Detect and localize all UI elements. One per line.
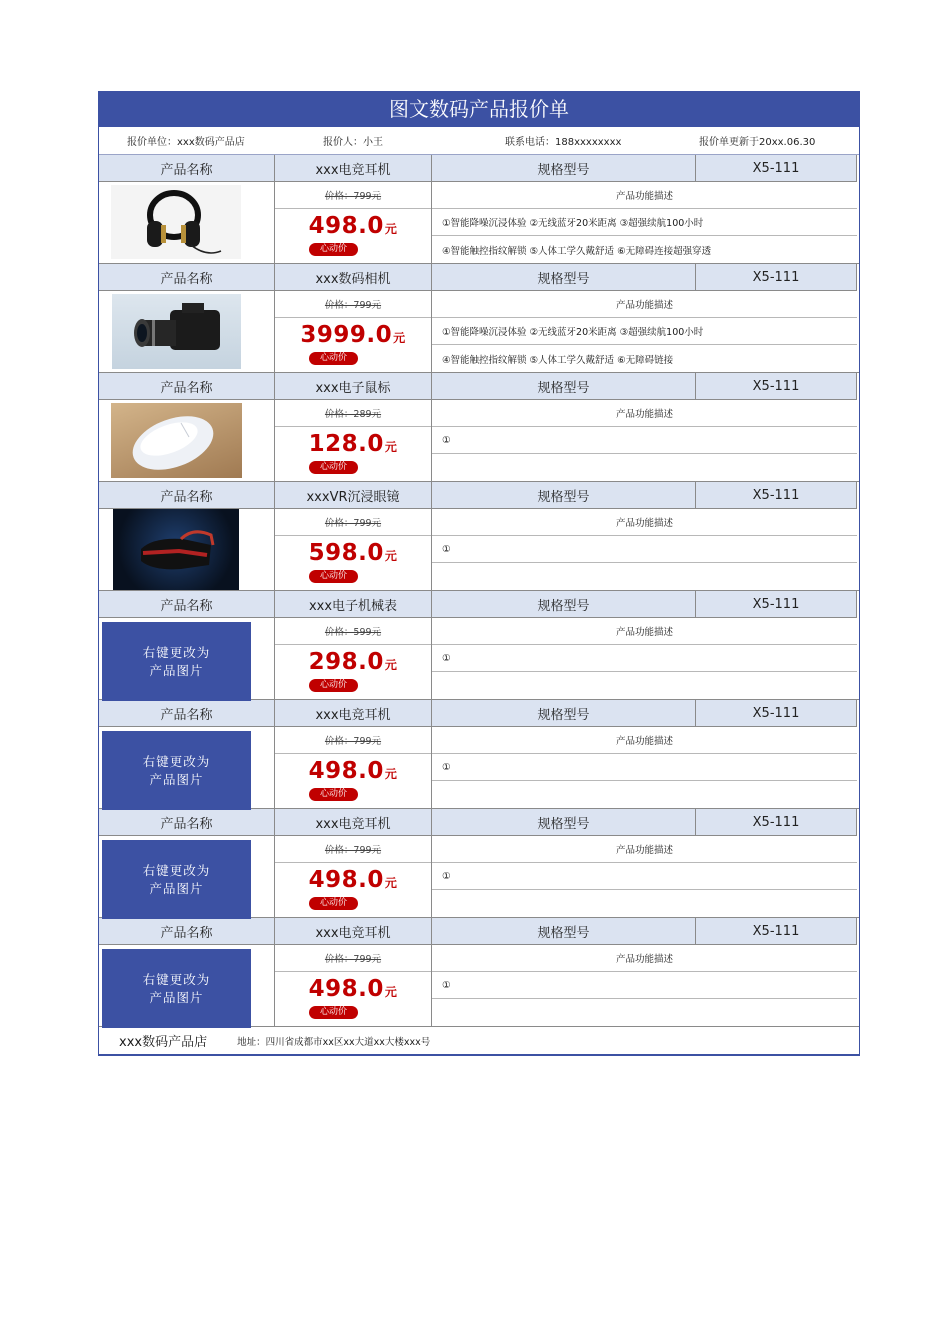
product-model: X5-111 — [696, 264, 857, 291]
desc-line-2 — [432, 999, 857, 1026]
quote-sheet — [98, 91, 860, 1056]
desc-label: 产品功能描述 — [432, 945, 857, 972]
desc-label: 产品功能描述 — [432, 618, 857, 645]
desc-label: 产品功能描述 — [432, 509, 857, 536]
original-price: 价格：599元 — [275, 618, 431, 645]
price-unit: 元 — [384, 440, 398, 454]
original-price: 价格：799元 — [275, 509, 431, 536]
original-price: 价格：289元 — [275, 400, 431, 427]
product-name: xxx电竞耳机 — [275, 918, 432, 945]
footer — [99, 1027, 859, 1054]
placeholder-line-2: 产品图片 — [149, 771, 204, 787]
promo-badge: 心动价 — [309, 243, 358, 256]
promo-badge: 心动价 — [309, 461, 358, 474]
sale-price-value: 498.0 — [308, 758, 384, 784]
product-image-cell[interactable] — [99, 836, 275, 917]
promo-badge: 心动价 — [309, 570, 358, 583]
desc-label: 产品功能描述 — [432, 727, 857, 754]
promo-badge: 心动价 — [309, 788, 358, 801]
original-price: 价格：799元 — [275, 945, 431, 972]
name-label: 产品名称 — [99, 918, 275, 945]
sale-price-value: 498.0 — [308, 976, 384, 1002]
promo-badge: 心动价 — [309, 1006, 358, 1019]
name-label: 产品名称 — [99, 809, 275, 836]
sale-price-value: 3999.0 — [300, 322, 393, 348]
desc-line-2 — [432, 563, 857, 590]
price-unit: 元 — [384, 767, 398, 781]
model-label: 规格型号 — [432, 264, 696, 291]
desc-line-1: ① — [432, 754, 857, 781]
name-label: 产品名称 — [99, 155, 275, 182]
placeholder-line-2: 产品图片 — [149, 662, 204, 678]
model-label: 规格型号 — [432, 591, 696, 618]
product-name: xxx电竞耳机 — [275, 809, 432, 836]
product-model: X5-111 — [696, 918, 857, 945]
desc-line-1: ① — [432, 645, 857, 672]
sale-price — [275, 867, 431, 893]
original-price: 价格：799元 — [275, 836, 431, 863]
desc-label: 产品功能描述 — [432, 182, 857, 209]
price-unit: 元 — [384, 876, 398, 890]
placeholder-line-1: 右键更改为 — [142, 644, 211, 660]
model-label: 规格型号 — [432, 482, 696, 509]
model-label: 规格型号 — [432, 373, 696, 400]
sale-price — [275, 540, 431, 566]
sale-price — [275, 431, 431, 457]
product-block — [99, 700, 859, 809]
image-placeholder[interactable] — [102, 622, 251, 701]
name-label: 产品名称 — [99, 373, 275, 400]
desc-label: 产品功能描述 — [432, 400, 857, 427]
headphones-photo — [111, 185, 241, 259]
sale-price — [275, 649, 431, 675]
product-image-cell[interactable] — [99, 400, 275, 481]
contact-phone: 联系电话：188xxxxxxxx — [505, 137, 622, 148]
desc-label: 产品功能描述 — [432, 291, 857, 318]
price-unit: 元 — [384, 549, 398, 563]
price-unit: 元 — [384, 222, 398, 236]
sale-price — [275, 213, 431, 239]
promo-badge: 心动价 — [309, 352, 358, 365]
original-price: 价格：799元 — [275, 182, 431, 209]
quoter: 报价人：小王 — [323, 137, 383, 148]
product-block — [99, 591, 859, 700]
original-price: 价格：799元 — [275, 727, 431, 754]
product-name: xxx电竞耳机 — [275, 155, 432, 182]
sale-price — [275, 976, 431, 1002]
camera-photo — [112, 294, 241, 369]
model-label: 规格型号 — [432, 918, 696, 945]
desc-line-1: ① — [432, 427, 857, 454]
model-label: 规格型号 — [432, 700, 696, 727]
placeholder-line-1: 右键更改为 — [142, 971, 211, 987]
product-name: xxx数码相机 — [275, 264, 432, 291]
product-model: X5-111 — [696, 155, 857, 182]
product-image-cell[interactable] — [99, 291, 275, 372]
promo-badge: 心动价 — [309, 679, 358, 692]
desc-line-2 — [432, 781, 857, 808]
footer-shop: xxx数码产品店 — [119, 1035, 208, 1050]
footer-address: 地址：四川省成都市xx区xx大道xx大楼xxx号 — [237, 1036, 431, 1048]
image-placeholder[interactable] — [102, 840, 251, 919]
desc-line-1: ① — [432, 972, 857, 999]
sale-price-value: 598.0 — [308, 540, 384, 566]
product-model: X5-111 — [696, 809, 857, 836]
product-name: xxxVR沉浸眼镜 — [275, 482, 432, 509]
product-block — [99, 264, 859, 373]
desc-line-1: ① — [432, 863, 857, 890]
product-image-cell[interactable] — [99, 182, 275, 263]
quote-unit: 报价单位：xxx数码产品店 — [127, 137, 245, 148]
desc-line-2: ④智能触控指纹解锁 ⑤人体工学久戴舒适 ⑥无障碍连接超强穿透 — [442, 245, 712, 257]
desc-line-1: ① — [432, 536, 857, 563]
placeholder-line-2: 产品图片 — [149, 989, 204, 1005]
image-placeholder[interactable] — [102, 731, 251, 810]
product-model: X5-111 — [696, 591, 857, 618]
product-image-cell[interactable] — [99, 618, 275, 699]
original-price: 价格：799元 — [275, 291, 431, 318]
product-name: xxx电竞耳机 — [275, 700, 432, 727]
sale-price-value: 128.0 — [308, 431, 384, 457]
product-block — [99, 918, 859, 1027]
price-unit: 元 — [384, 985, 398, 999]
product-list — [99, 155, 859, 1027]
sheet-title: 图文数码产品报价单 — [99, 92, 859, 127]
sale-price — [275, 758, 431, 784]
desc-line-1: ①智能降噪沉浸体验 ②无线蓝牙20米距离 ③超强续航100小时 — [432, 209, 857, 236]
product-image-cell[interactable] — [99, 509, 275, 590]
desc-label: 产品功能描述 — [432, 836, 857, 863]
model-label: 规格型号 — [432, 155, 696, 182]
product-image-cell[interactable] — [99, 945, 275, 1026]
name-label: 产品名称 — [99, 591, 275, 618]
desc-line-2 — [432, 454, 857, 481]
product-model: X5-111 — [696, 373, 857, 400]
product-block — [99, 809, 859, 918]
desc-line-2 — [432, 890, 857, 917]
model-label: 规格型号 — [432, 809, 696, 836]
product-model: X5-111 — [696, 700, 857, 727]
product-model: X5-111 — [696, 482, 857, 509]
info-row — [99, 127, 859, 155]
price-unit: 元 — [384, 658, 398, 672]
sale-price-value: 298.0 — [308, 649, 384, 675]
vr-photo — [113, 509, 239, 590]
name-label: 产品名称 — [99, 264, 275, 291]
product-block — [99, 482, 859, 591]
name-label: 产品名称 — [99, 700, 275, 727]
price-unit: 元 — [393, 331, 406, 345]
product-image-cell[interactable] — [99, 727, 275, 808]
product-block — [99, 155, 859, 264]
sale-price — [275, 322, 431, 348]
placeholder-line-2: 产品图片 — [149, 880, 204, 896]
promo-badge: 心动价 — [309, 897, 358, 910]
desc-line-2: ④智能触控指纹解锁 ⑤人体工学久戴舒适 ⑥无障碍链接 — [442, 354, 674, 366]
sale-price-value: 498.0 — [308, 213, 384, 239]
update-date: 报价单更新于20xx.06.30 — [699, 137, 816, 148]
placeholder-line-1: 右键更改为 — [142, 753, 211, 769]
desc-line-1: ①智能降噪沉浸体验 ②无线蓝牙20米距离 ③超强续航100小时 — [432, 318, 857, 345]
image-placeholder[interactable] — [102, 949, 251, 1028]
mouse-photo — [111, 403, 242, 478]
product-block — [99, 373, 859, 482]
sale-price-value: 498.0 — [308, 867, 384, 893]
name-label: 产品名称 — [99, 482, 275, 509]
product-name: xxx电子机械表 — [275, 591, 432, 618]
desc-line-2 — [432, 672, 857, 699]
product-name: xxx电子鼠标 — [275, 373, 432, 400]
placeholder-line-1: 右键更改为 — [142, 862, 211, 878]
